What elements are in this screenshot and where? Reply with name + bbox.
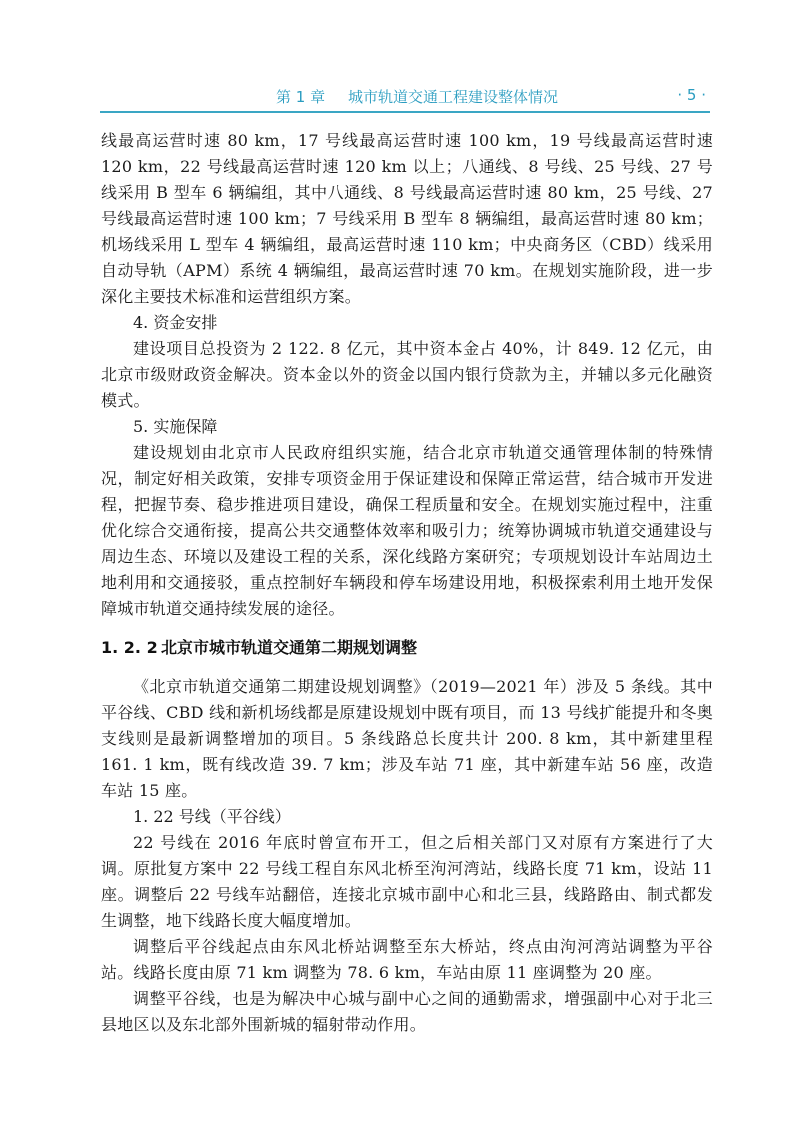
paragraph-line22-changes: 调整后平谷线起点由东风北桥站调整至东大桥站，终点由泃河湾站调整为平谷站。线路长度由原 71 km 调整为 78. 6 km，车站由原 11 座调整为 20 座。 [101,937,713,982]
paragraph-line22-history: 22 号线在 2016 年底时曾宣布开工，但之后相关部门又对原有方案进行了大调。原批复方案中 22 号线工程自东风北桥至泃河湾站，线路长度 71 km，设站 11 座。调整后 22 号线车站翻倍，连接北京城市副中心和北三县，线路路由、制式都发生调整，地下线路长度大幅度增加。 [101,833,713,930]
running-header [100,85,710,113]
header-chapter-label: 第 1 章 [276,88,326,106]
item-heading-funding: 4. 资金安排 [133,313,218,332]
section-heading [101,635,713,661]
section-title: 北京市城市轨道交通第二期规划调整 [161,638,418,657]
paragraph-adjustment-overview: 《北京市轨道交通第二期建设规划调整》（2019—2021 年）涉及 5 条线。其中平谷线、CBD 线和新机场线都是原建设规划中既有项目，而 13 号线扩能提升和冬奥支线则是最新调整增加的项目。5 条线路总长度共计 200. 8 km，其中新建里程 161. 1 km，既有线改造 39. 7 km；涉及车站 71 座，其中新建车站 56 座，改造车站 15 座。 [101,677,713,800]
body-text [101,128,713,1038]
paragraph-line22-purpose: 调整平谷线，也是为解决中心城与副中心之间的通勤需求，增强副中心对于北三县地区以及东北部外围新城的辐射带动作用。 [101,989,713,1034]
page-number: · 5 · [677,86,706,104]
section-number: 1. 2. 2 [101,638,158,657]
paragraph-implementation: 建设规划由北京市人民政府组织实施，结合北京市轨道交通管理体制的特殊情况，制定好相关政策，安排专项资金用于保证建设和保障正常运营，结合城市开发进程，把握节奏、稳步推进项目建设，确保工程质量和安全。在规划实施过程中，注重优化综合交通衔接，提高公共交通整体效率和吸引力；统筹协调城市轨道交通建设与周边生态、环境以及建设工程的关系，深化线路方案研究；专项规划设计车站周边土地利用和交通接驳，重点控制好车辆段和停车场建设用地，积极探索利用土地开发保障城市轨道交通持续发展的途径。 [101,443,713,618]
paragraph-speeds: 线最高运营时速 80 km，17 号线最高运营时速 100 km，19 号线最高运营时速 120 km，22 号线最高运营时速 120 km 以上；八通线、8 号线、25 号线、27 号线采用 B 型车 6 辆编组，其中八通线、8 号线最高运营时速 80 km，25 号线、27 号线最高运营时速 100 km；7 号线采用 B 型车 8 辆编组，最高运营时速 80 km；机场线采用 L 型车 4 辆编组，最高运营时速 110 km；中央商务区（CBD）线采用自动导轨（APM）系统 4 辆编组，最高运营时速 70 km。在规划实施阶段，进一步深化主要技术标准和运营组织方案。 [101,131,713,306]
header-chapter-title: 城市轨道交通工程建设整体情况 [348,88,559,106]
paragraph-funding: 建设项目总投资为 2 122. 8 亿元，其中资本金占 40%，计 849. 12 亿元，由北京市级财政资金解决。资本金以外的资金以国内银行贷款为主，并辅以多元化融资模式。 [101,339,713,410]
item-heading-implementation: 5. 实施保障 [133,417,218,436]
item-heading-line22: 1. 22 号线（平谷线） [133,807,291,826]
